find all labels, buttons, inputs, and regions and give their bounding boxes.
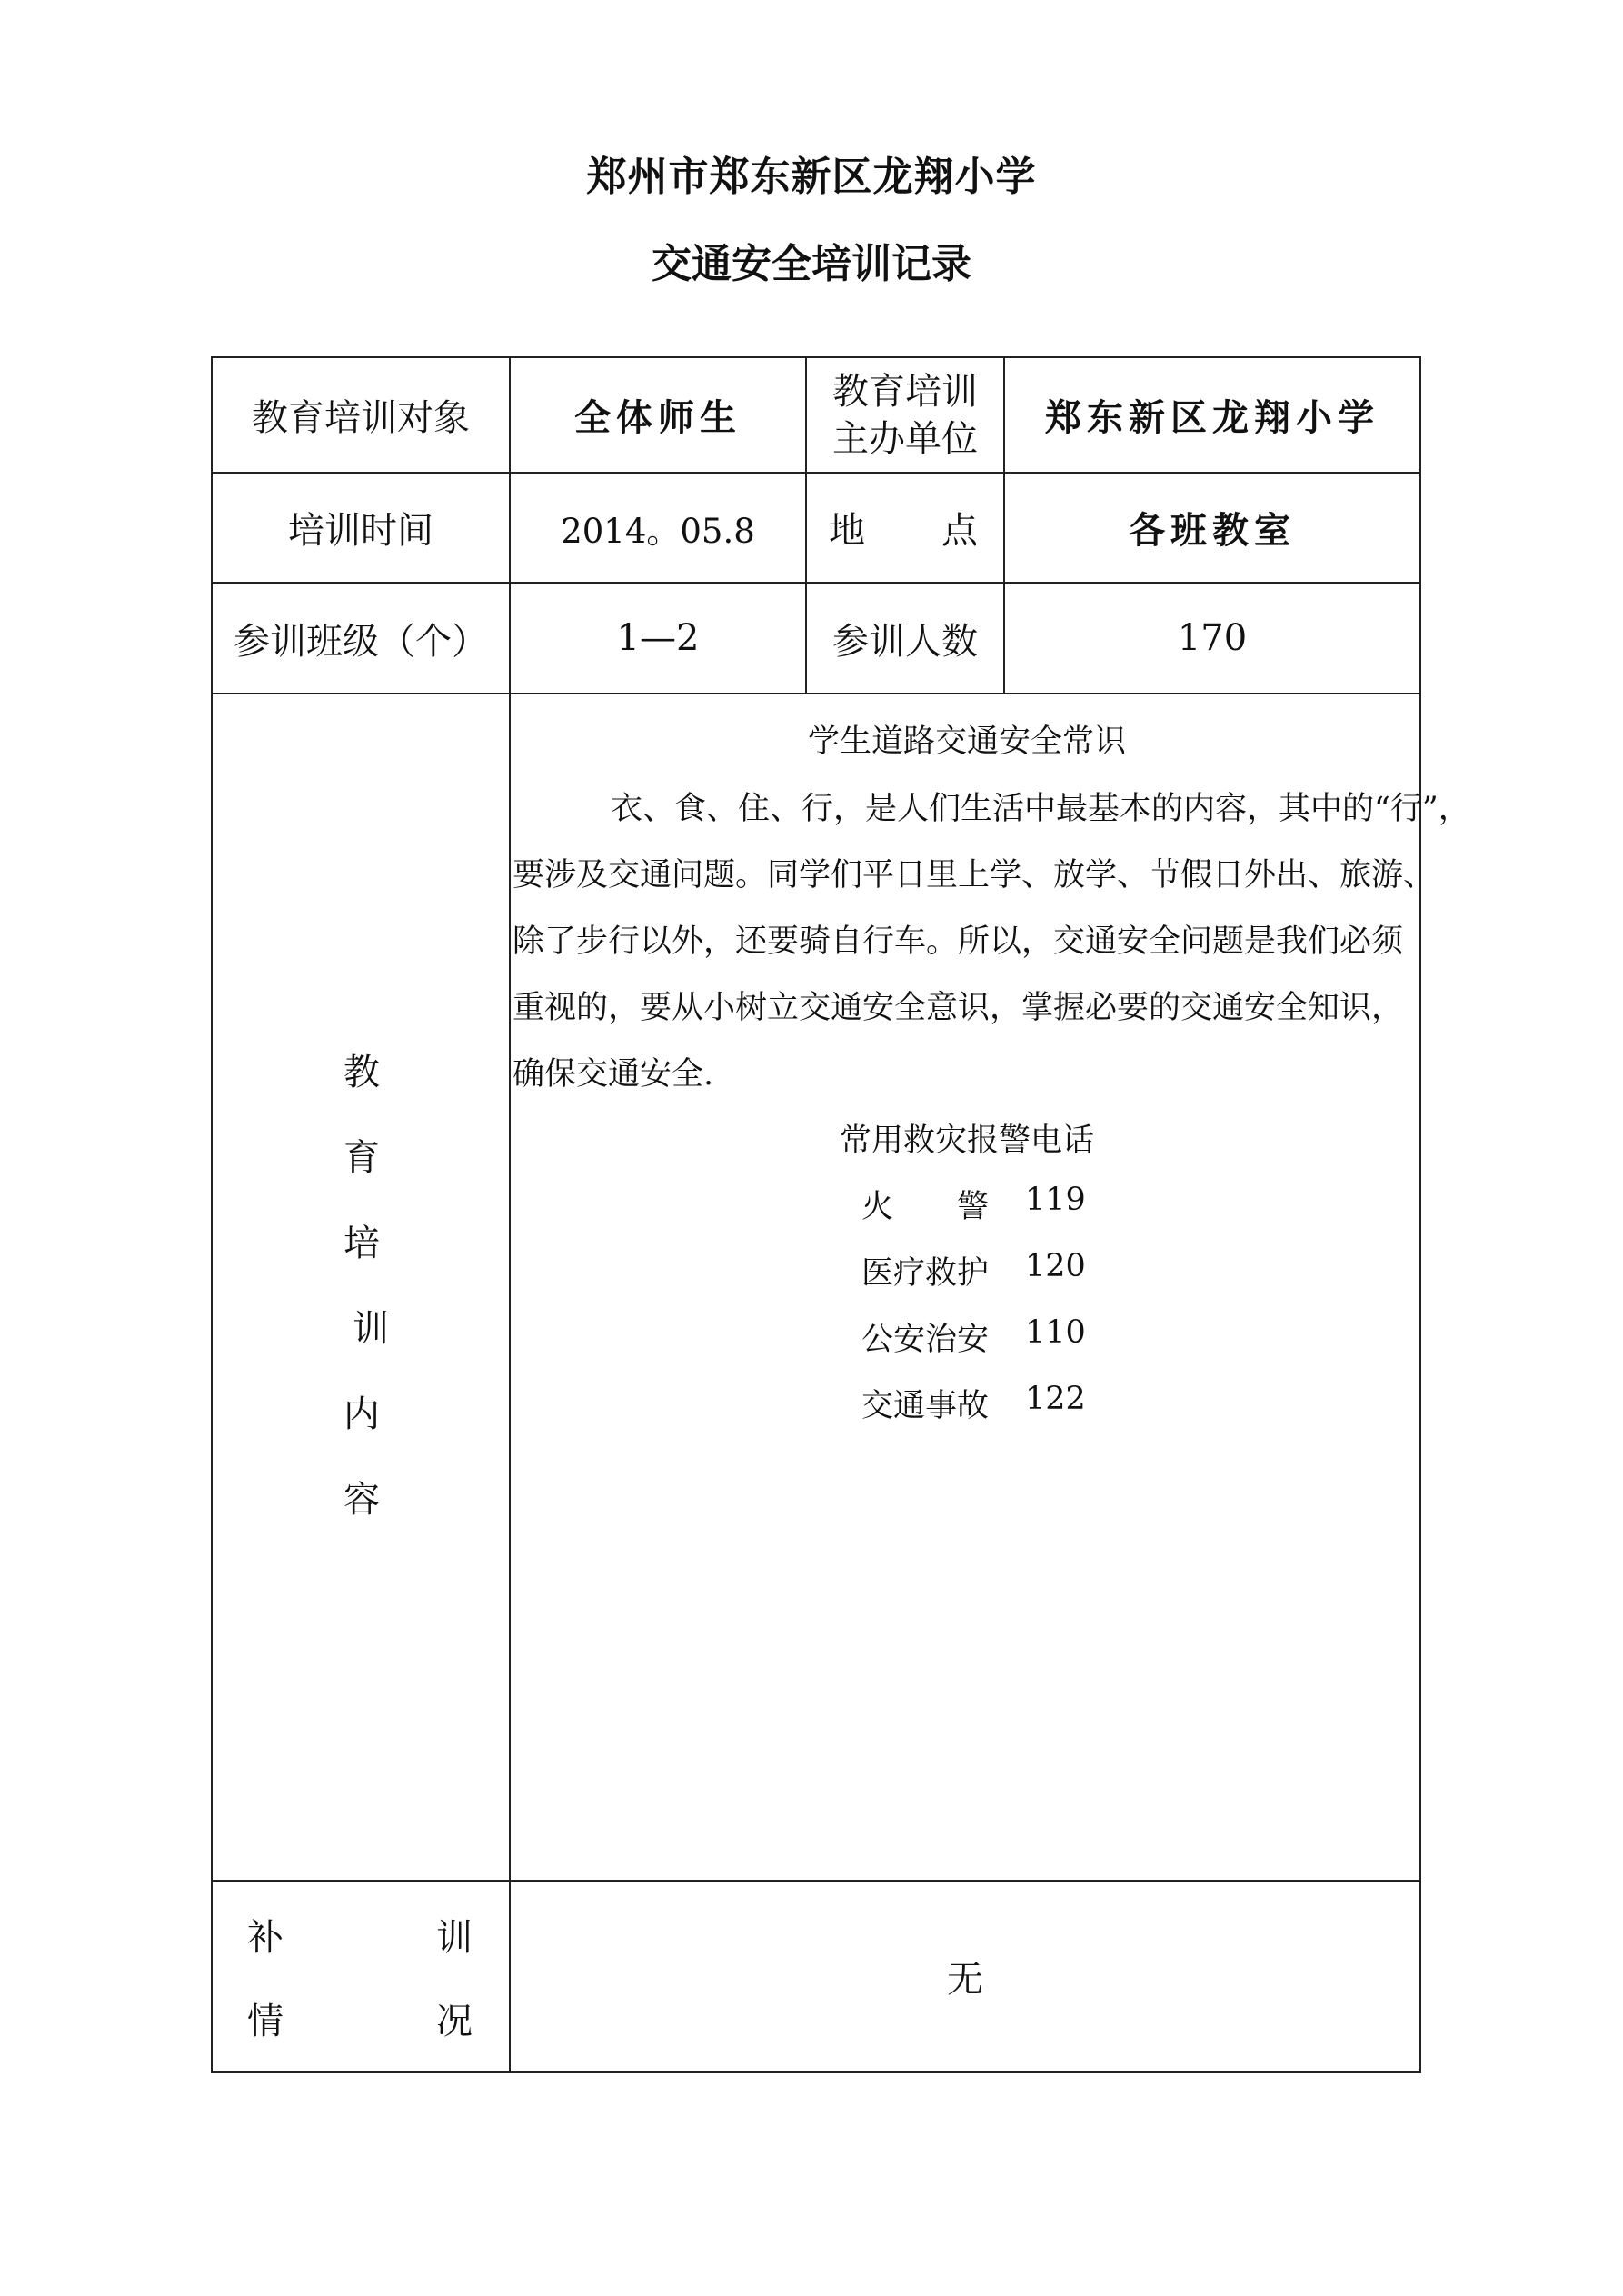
makeup-label-char: 补	[247, 1917, 284, 1959]
content-label-char: 容	[344, 1479, 380, 1521]
table-border-bottom	[211, 2071, 1421, 2073]
value-training-target: 全体师生	[574, 396, 742, 439]
phone-name: 火 警	[861, 1189, 990, 1225]
content-label-char: 内	[344, 1393, 380, 1435]
label-classes: 参训班级（个）	[234, 620, 488, 663]
label-place-char1: 地	[829, 510, 865, 552]
content-paragraph-line: 衣、食、住、行，是人们生活中最基本的内容，其中的“行”，	[611, 791, 1470, 827]
value-host-unit: 郑东新区龙翔小学	[1045, 396, 1379, 439]
label-place	[807, 474, 1003, 582]
label-host-line2: 主办单位	[832, 417, 978, 460]
content-label-char: 训	[353, 1308, 389, 1350]
phone-number: 110	[1025, 1314, 1086, 1351]
content-label-char: 教	[344, 1052, 380, 1093]
value-training-time: 2014。05.8	[561, 511, 755, 551]
row-divider	[211, 693, 1421, 694]
label-training-time: 培训时间	[288, 510, 433, 552]
phone-number: 120	[1025, 1248, 1086, 1284]
label-host-line1: 教育培训	[832, 370, 978, 413]
makeup-label-char: 情	[247, 2001, 284, 2042]
value-participants: 170	[1177, 617, 1248, 659]
phone-number: 119	[1025, 1182, 1086, 1218]
content-paragraph-line: 除了步行以外，还要骑自行车。所以，交通安全问题是我们必须	[513, 923, 1404, 960]
content-label-char: 培	[344, 1223, 380, 1264]
value-place: 各班教室	[1129, 509, 1296, 552]
phone-number: 122	[1025, 1381, 1086, 1417]
makeup-label-char: 况	[436, 2001, 473, 2042]
content-paragraph-line: 要涉及交通问题。同学们平日里上学、放学、节假日外出、旅游、	[513, 857, 1436, 893]
phones-heading: 常用救灾报警电话	[839, 1123, 1094, 1159]
label-place-char2: 点	[941, 510, 978, 552]
phone-name: 公安治安	[861, 1322, 990, 1358]
label-participants: 参训人数	[832, 620, 978, 663]
value-classes: 1—2	[616, 617, 700, 659]
makeup-label-char: 训	[436, 1917, 473, 1959]
phone-name: 交通事故	[861, 1388, 990, 1424]
makeup-value: 无	[947, 1959, 983, 2001]
content-paragraph-line: 确保交通安全.	[513, 1056, 714, 1093]
label-host-unit	[807, 358, 1003, 472]
school-title: 郑州市郑东新区龙翔小学	[586, 154, 1037, 200]
record-title: 交通安全培训记录	[652, 241, 971, 287]
table-border-right	[1419, 356, 1421, 2073]
content-label-char: 育	[344, 1137, 380, 1179]
phone-name: 医疗救护	[861, 1255, 990, 1292]
content-heading: 学生道路交通安全常识	[807, 724, 1126, 760]
label-training-target: 教育培训对象	[252, 397, 470, 439]
content-paragraph-line: 重视的，要从小树立交通安全意识，掌握必要的交通安全知识，	[513, 990, 1404, 1026]
